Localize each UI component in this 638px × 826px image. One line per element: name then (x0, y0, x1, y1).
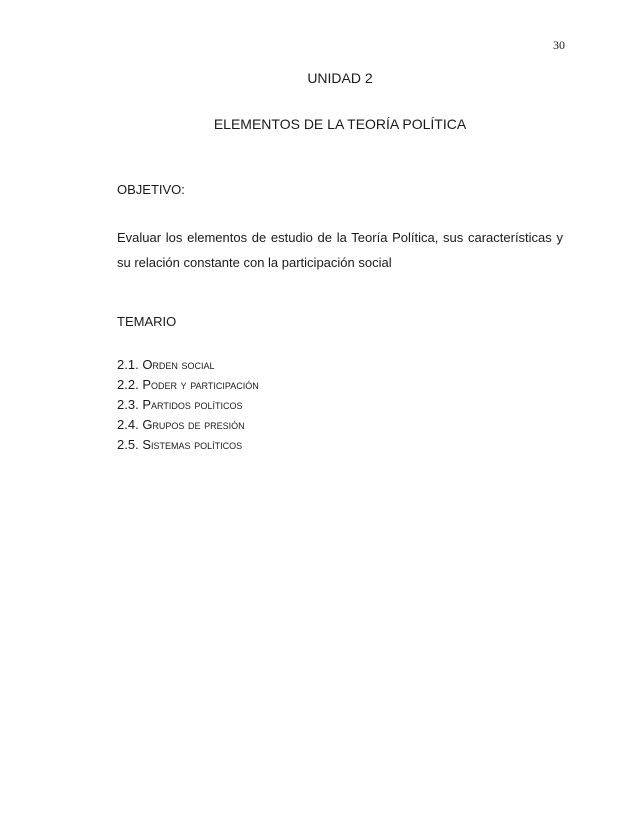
syllabus-item (117, 415, 259, 435)
syllabus-item-title: Partidos políticos (142, 397, 243, 412)
syllabus-item-title: Poder y participación (142, 377, 259, 392)
syllabus-heading: TEMARIO (117, 314, 177, 329)
syllabus-item (117, 395, 259, 415)
syllabus-item-number: 2.3. (117, 397, 139, 412)
syllabus-item (117, 355, 259, 375)
objective-text: Evaluar los elementos de estudio de la Teoría Política, sus características y su relación constante con la participación social (117, 230, 563, 270)
syllabus-list (117, 355, 259, 455)
syllabus-item-number: 2.1. (117, 357, 139, 372)
unit-subtitle: ELEMENTOS DE LA TEORÍA POLÍTICA (213, 116, 467, 132)
syllabus-item (117, 375, 259, 395)
syllabus-item-number: 2.5. (117, 437, 139, 452)
objective-heading: OBJETIVO: (117, 182, 185, 197)
syllabus-item (117, 435, 259, 455)
unit-title: UNIDAD 2 (307, 70, 373, 86)
syllabus-item-title: Orden social (142, 357, 215, 372)
syllabus-item-title: Grupos de presión (142, 417, 245, 432)
syllabus-item-title: Sistemas políticos (142, 437, 243, 452)
syllabus-item-number: 2.2. (117, 377, 139, 392)
syllabus-item-number: 2.4. (117, 417, 139, 432)
page-number: 30 (553, 38, 565, 52)
